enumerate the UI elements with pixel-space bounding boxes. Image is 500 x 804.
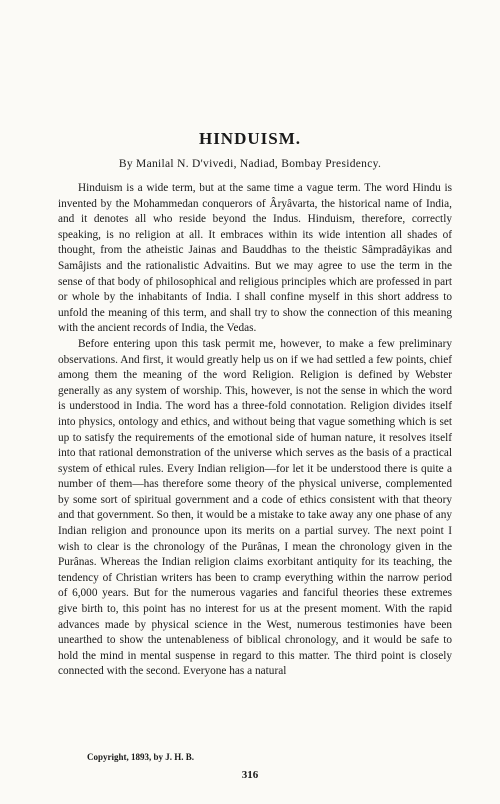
paragraph-1: Hinduism is a wide term, but at the same time a vague term. The word Hindu is invented by the Mohammedan conquerors of Âryâvarta, the historical name of India, and it denotes all who reside beyond the Indus. Hinduism, therefore, correctly speaking, is no religion at all. It embraces within its wide intention all shades of thought, from the atheistic Jainas and Bauddhas to the theistic Sâmpradâyikas and Samâjists and the rationalistic Advaitins. But we may agree to use the term in the sense of that body of philosophical and religious principles which are professed in part or whole by the inhabitants of India. I shall confine myself in this short address to unfold the meaning of this term, and shall try to show the connection of this meaning with the ancient records of India, the Vedas.	[58, 182, 452, 335]
article-title: HINDUISM.	[198, 129, 302, 148]
author-byline: By Manilal N. D'vivedi, Nadiad, Bombay Presidency.	[118, 158, 382, 170]
paragraph-2: Before entering upon this task permit me, however, to make a few preliminary observations. And first, it would greatly help us on if we had settled a few points, chief among them the meaning of the word Religion. Religion is defined by Webster generally as any system of worship. This, however, is not the sense in which the word is understood in India. The word has a three-fold connotation. Religion divides itself into physics, ontology and ethics, and without being that vague something which is set up to satisfy the requirements of the emotional side of human nature, it resolves itself into that rational demonstration of the universe which serves as the basis of a practical system of ethical rules. Every Indian religion—for let it be understood there is quite a number of them—has therefore some theory of the physical universe, complemented by some sort of spiritual government and a code of ethics consistent with that theory and that government. So then, it would be a mistake to take away any one phase of any Indian religion and pronounce upon its merits on a partial survey. The next point I wish to clear is the chronology of the Purânas, I mean the chronology given in the Purânas. Whereas the Indian religion claims exorbitant antiquity for its teaching, the tendency of Christian writers has been to cramp everything within the narrow period of 6,000 years. But for the numerous vagaries and fanciful theories these extremes give birth to, this point has no interest for us at the present moment. With the rapid advances made by physical science in the West, numerous testimonies have been unearthed to show the untenableness of biblical chronology, and it would be safe to hold the mind in mental suspense in regard to this matter. The third point is closely connected with the second. Everyone has a natural	[58, 337, 452, 678]
article-body	[58, 181, 452, 680]
page-number: 316	[241, 769, 259, 781]
copyright-notice: Copyright, 1893, by J. H. B.	[87, 752, 195, 762]
